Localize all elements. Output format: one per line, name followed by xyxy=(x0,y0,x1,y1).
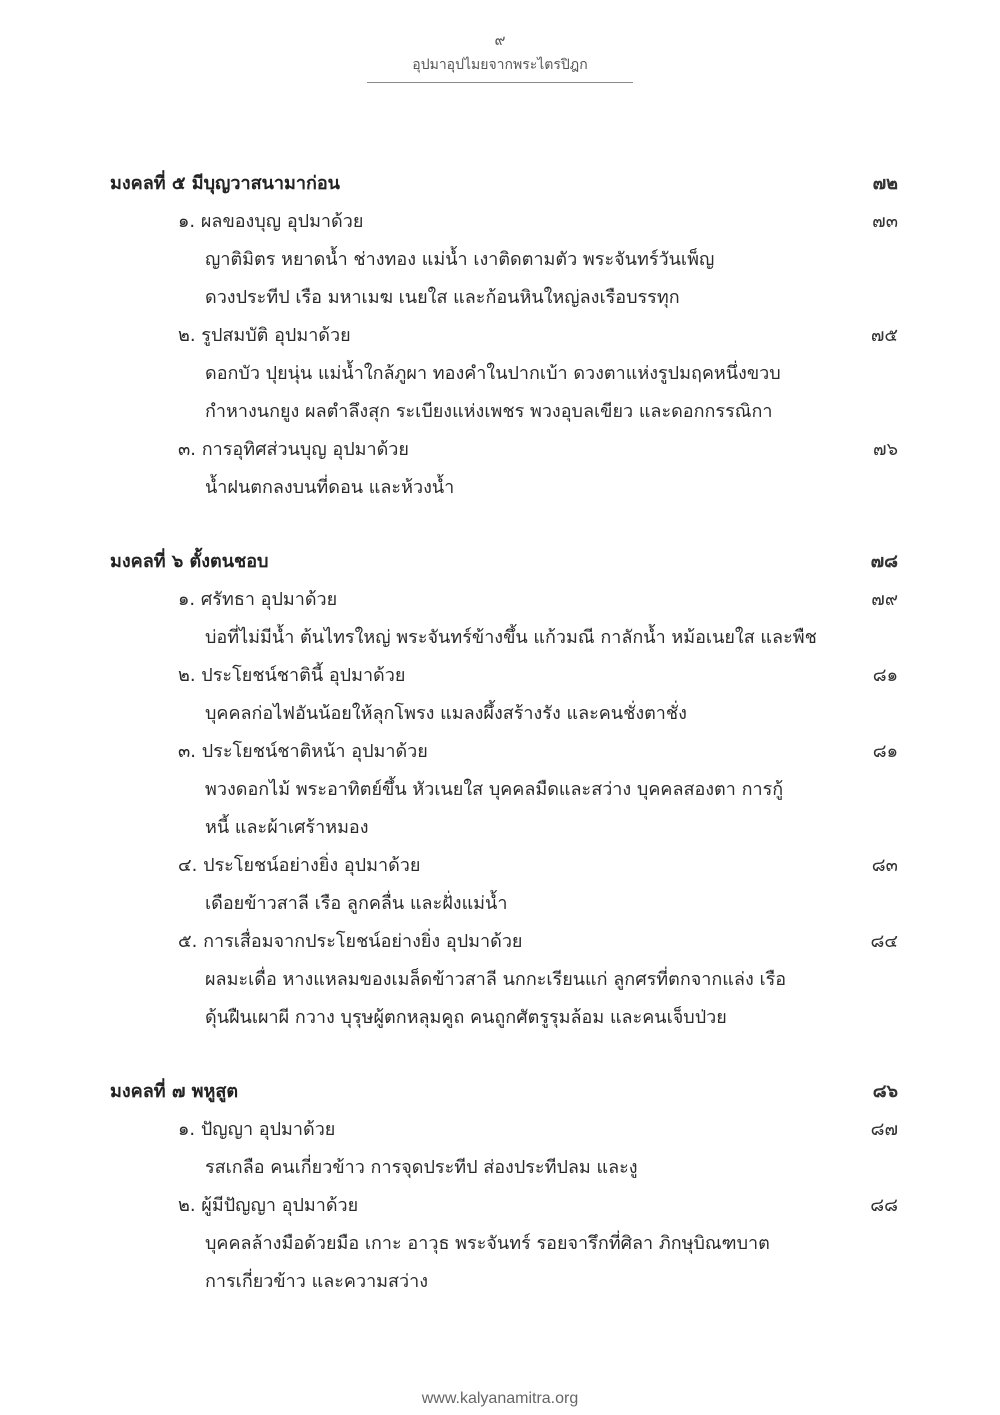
section-heading-label: มงคลที่ ๕ มีบุญวาสนามาก่อน xyxy=(110,173,340,194)
toc-entry-page-number: ๗๙ xyxy=(871,589,898,610)
toc-entry-label: ๑. ผลของบุญ อุปมาด้วย xyxy=(178,211,364,232)
toc-entry-label: ๑. ศรัทธา อุปมาด้วย xyxy=(178,589,338,610)
toc-entry-label: ๕. การเสื่อมจากประโยชน์อย่างยิ่ง อุปมาด้วย xyxy=(178,931,523,952)
toc-entry-page-number: ๘๘ xyxy=(870,1195,898,1216)
toc-entry-description: หนี้ และผ้าเศร้าหมอง xyxy=(205,817,369,838)
section-heading-label: มงคลที่ ๖ ตั้งตนชอบ xyxy=(110,551,269,572)
section-heading[interactable] xyxy=(110,1073,898,1111)
header-divider xyxy=(367,82,633,83)
toc-entry-description: ดวงประทีป เรือ มหาเมฆ เนยใส และก้อนหินใหญ่ลงเรือบรรทุก xyxy=(205,287,680,308)
toc-entry[interactable] xyxy=(110,1111,898,1149)
toc-entry-page-number: ๘๓ xyxy=(871,855,898,876)
toc-section xyxy=(110,543,898,1037)
toc-entry-description: ญาติมิตร หยาดน้ำ ช่างทอง แม่น้ำ เงาติดตามตัว พระจันทร์วันเพ็ญ xyxy=(205,249,715,270)
toc-entry[interactable] xyxy=(110,847,898,885)
section-heading[interactable] xyxy=(110,165,898,203)
toc-entry-page-number: ๗๓ xyxy=(872,211,898,232)
toc-entry-label: ๔. ประโยชน์อย่างยิ่ง อุปมาด้วย xyxy=(178,855,421,876)
section-page-number: ๗๒ xyxy=(872,173,898,194)
toc-entry-label: ๒. ประโยชน์ชาตินี้ อุปมาด้วย xyxy=(178,665,406,686)
toc-entry[interactable] xyxy=(110,431,898,469)
toc-entry-label: ๑. ปัญญา อุปมาด้วย xyxy=(178,1119,336,1140)
toc-entry-description: การเกี่ยวข้าว และความสว่าง xyxy=(205,1271,429,1292)
toc-entry[interactable] xyxy=(110,317,898,355)
toc-entry-description: กำหางนกยูง ผลตำลึงสุก ระเบียงแห่งเพชร พวงอุบลเขียว และดอกกรรณิกา xyxy=(205,401,773,422)
table-of-contents xyxy=(110,165,898,1337)
section-page-number: ๗๘ xyxy=(870,551,898,572)
toc-entry-description: บุคคลก่อไฟอันน้อยให้ลุกโพรง แมลงผึ้งสร้างรัง และคนชั่งตาชั่ง xyxy=(205,703,687,724)
toc-entry-page-number: ๘๑ xyxy=(872,741,898,762)
toc-section xyxy=(110,1073,898,1301)
toc-entry-description: ดุ้นฝืนเผาผี กวาง บุรุษผู้ตกหลุมคูถ คนถูกศัตรูรุมล้อม และคนเจ็บป่วย xyxy=(205,1007,727,1028)
page-header xyxy=(0,30,1000,83)
toc-entry-page-number: ๗๖ xyxy=(873,439,898,460)
toc-entry-description: ดอกบัว ปุยนุ่น แม่น้ำใกล้ภูผา ทองคำในปากเบ้า ดวงตาแห่งรูปมฤคหนึ่งขวบ xyxy=(205,363,781,384)
toc-entry[interactable] xyxy=(110,581,898,619)
toc-section xyxy=(110,165,898,507)
toc-entry[interactable] xyxy=(110,923,898,961)
toc-entry-page-number: ๘๗ xyxy=(870,1119,898,1140)
toc-entry-page-number: ๘๔ xyxy=(870,931,898,952)
footer-url: www.kalyanamitra.org xyxy=(421,1390,579,1407)
toc-entry-description: รสเกลือ คนเกี่ยวข้าว การจุดประทีป ส่องประทีปลม และงู xyxy=(205,1157,638,1178)
toc-entry-description: เดือยข้าวสาลี เรือ ลูกคลื่น และฝั่งแม่น้ำ xyxy=(205,893,508,914)
toc-entry-label: ๒. รูปสมบัติ อุปมาด้วย xyxy=(178,325,351,346)
toc-entry[interactable] xyxy=(110,1187,898,1225)
toc-entry[interactable] xyxy=(110,203,898,241)
toc-entry-page-number: ๘๑ xyxy=(872,665,898,686)
section-heading-label: มงคลที่ ๗ พหูสูต xyxy=(110,1081,239,1102)
section-page-number: ๘๖ xyxy=(872,1081,898,1102)
toc-entry-label: ๓. การอุทิศส่วนบุญ อุปมาด้วย xyxy=(178,439,409,460)
toc-entry-description: น้ำฝนตกลงบนที่ดอน และห้วงน้ำ xyxy=(205,477,455,498)
toc-entry-description: บุคคลล้างมือด้วยมือ เกาะ อาวุธ พระจันทร์ รอยจารึกที่ศิลา ภิกษุบิณฑบาต xyxy=(205,1233,770,1254)
toc-entry-description: พวงดอกไม้ พระอาทิตย์ขึ้น หัวเนยใส บุคคลมืดและสว่าง บุคคลสองตา การกู้ xyxy=(205,779,784,800)
toc-entry-page-number: ๗๕ xyxy=(870,325,898,346)
toc-entry-label: ๒. ผู้มีปัญญา อุปมาด้วย xyxy=(178,1195,359,1216)
toc-entry[interactable] xyxy=(110,733,898,771)
section-heading[interactable] xyxy=(110,543,898,581)
running-title: อุปมาอุปไมยจากพระไตรปิฎก xyxy=(412,57,588,73)
toc-entry[interactable] xyxy=(110,657,898,695)
toc-entry-description: ผลมะเดื่อ หางแหลมของเมล็ดข้าวสาลี นกกะเรียนแก่ ลูกศรที่ตกจากแล่ง เรือ xyxy=(205,969,787,990)
toc-entry-description: บ่อที่ไม่มีน้ำ ต้นไทรใหญ่ พระจันทร์ข้างขึ้น แก้วมณี กาลักน้ำ หม้อเนยใส และพืช xyxy=(205,627,817,648)
page-number: ๙ xyxy=(494,31,506,49)
toc-entry-label: ๓. ประโยชน์ชาติหน้า อุปมาด้วย xyxy=(178,741,428,762)
